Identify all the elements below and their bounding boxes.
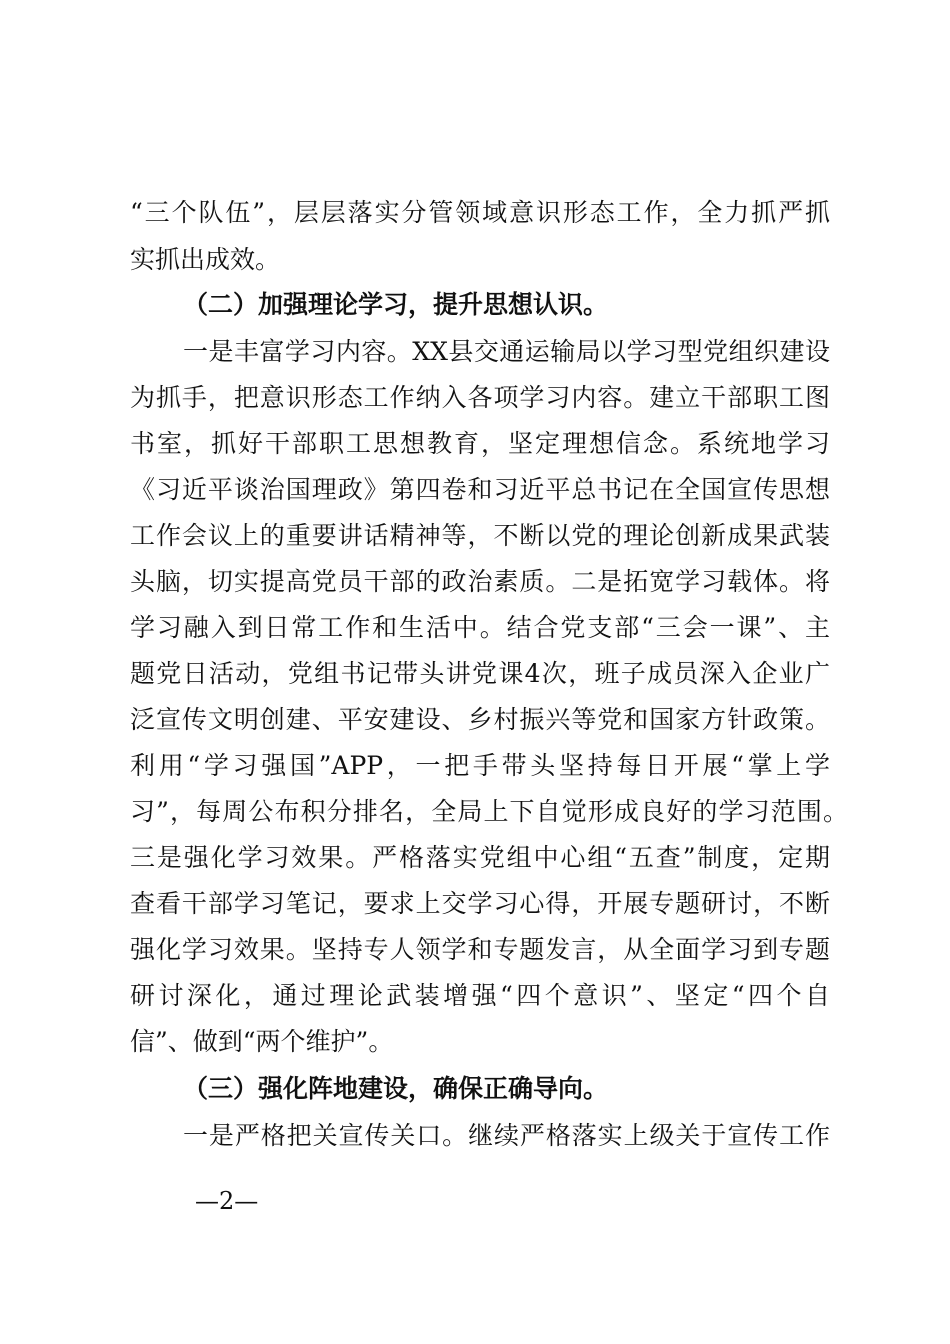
section-heading: （三）强化阵地建设，确保正确导向。: [183, 1074, 609, 1103]
text-line: 一是严格把关宣传关口。继续严格落实上级关于宣传工作: [183, 1121, 830, 1150]
text-line: 书室，抓好干部职工思想教育，坚定理想信念。系统地学习: [130, 429, 830, 458]
text-line: 头脑，切实提高党员干部的政治素质。二是拓宽学习载体。将: [130, 567, 830, 596]
text-line: 利用“学习强国”APP，一把手带头坚持每日开展“掌上学: [130, 751, 830, 780]
text-line: 三是强化学习效果。严格落实党组中心组“五查”制度，定期: [130, 843, 830, 872]
text-line: 《习近平谈治国理政》第四卷和习近平总书记在全国宣传思想: [130, 475, 830, 504]
text-line: “三个队伍”，层层落实分管领域意识形态工作，全力抓严抓: [130, 198, 830, 227]
text-line: 研讨深化，通过理论武装增强“四个意识”、坚定“四个自: [130, 981, 830, 1010]
text-line: 题党日活动，党组书记带头讲党课4次，班子成员深入企业广: [130, 659, 830, 688]
text-line: 工作会议上的重要讲话精神等，不断以党的理论创新成果武装: [130, 521, 830, 550]
text-line: 一是丰富学习内容。XX县交通运输局以学习型党组织建设: [183, 337, 830, 366]
page-number: —2—: [195, 1187, 259, 1215]
text-line: 学习融入到日常工作和生活中。结合党支部“三会一课”、主: [130, 613, 830, 642]
section-heading: （二）加强理论学习，提升思想认识。: [183, 290, 609, 319]
text-line: 实抓出成效。: [130, 245, 281, 274]
text-line: 泛宣传文明创建、平安建设、乡村振兴等党和国家方针政策。: [130, 705, 830, 734]
text-line: 习”，每周公布积分排名，全局上下自觉形成良好的学习范围。: [130, 797, 848, 826]
text-line: 强化学习效果。坚持专人领学和专题发言，从全面学习到专题: [130, 935, 830, 964]
text-line: 信”、做到“两个维护”。: [130, 1027, 394, 1056]
text-line: 为抓手，把意识形态工作纳入各项学习内容。建立干部职工图: [130, 383, 830, 412]
text-line: 查看干部学习笔记，要求上交学习心得，开展专题研讨，不断: [130, 889, 830, 918]
